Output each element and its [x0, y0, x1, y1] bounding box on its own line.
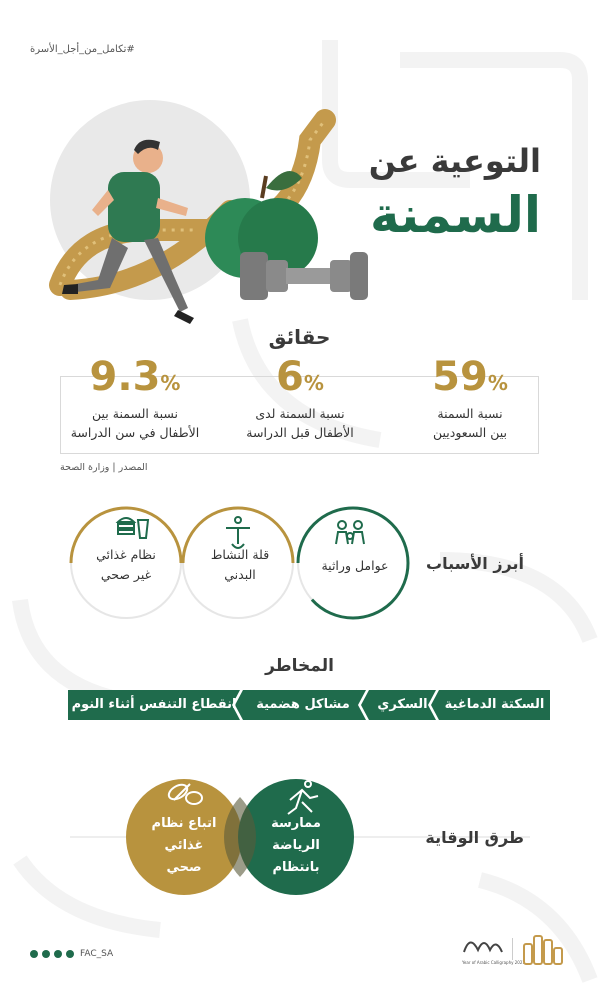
cause-label-line1: نظام غذائي [96, 547, 156, 562]
fact-percent: % [487, 371, 508, 395]
prevention-label-line: ممارسة [271, 816, 321, 831]
prevention-label-line: صحي [166, 860, 202, 875]
fact-desc-line1: نسبة السمنة [437, 406, 503, 421]
fact-percent: % [160, 371, 181, 395]
instagram-icon[interactable] [42, 950, 50, 958]
cause-label [310, 556, 400, 576]
fact-item [225, 352, 375, 442]
family-council-logo [522, 930, 566, 966]
fact-desc-line2: بين السعوديين [433, 425, 507, 440]
causes-heading: أبرز الأسباب [426, 554, 524, 573]
fact-number: 59 [432, 354, 488, 400]
page-title-line2: السمنة [369, 186, 541, 244]
prevention-label [256, 813, 336, 879]
fact-number: 6 [276, 354, 304, 400]
risk-label: انقطاع التنفس أثناء النوم [71, 697, 237, 712]
prevention-label-line: الرياضة [272, 838, 320, 853]
risk-label: السكتة الدماغية [444, 697, 545, 712]
cause-label-line1: قلة النشاط [210, 547, 270, 562]
fact-percent: % [303, 371, 324, 395]
cause-label-line2: البدني [224, 567, 256, 582]
risk-label: مشاكل هضمية [256, 697, 350, 712]
source-note: المصدر | وزارة الصحة [60, 462, 148, 473]
twitter-icon[interactable] [30, 950, 38, 958]
calligraphy-year-caption: Year of Arabic Calligraphy 2021 [462, 960, 525, 965]
prevention-label [144, 813, 224, 879]
hero-illustration [40, 80, 370, 330]
cause-label-line2: غير صحي [100, 567, 152, 582]
fact-desc-line2: الأطفال في سن الدراسة [70, 425, 200, 440]
social-handle[interactable]: FAC_SA [80, 949, 114, 959]
prevention-label-line: غذائي [164, 838, 204, 853]
cause-label [195, 545, 285, 585]
fact-desc-line1: نسبة السمنة لدى [255, 406, 345, 421]
fact-desc-line1: نسبة السمنة بين [92, 406, 178, 421]
hashtag: #تكامل_من_أجل_الأسرة [30, 44, 135, 55]
logo-divider [512, 938, 513, 960]
facebook-icon[interactable] [54, 950, 62, 958]
fact-desc-line2: الأطفال قبل الدراسة [246, 425, 354, 440]
prevention-heading: طرق الوقاية [425, 828, 524, 847]
cause-label-line1: عوامل وراثية [321, 558, 389, 573]
prevention-label-line: اتباع نظام [151, 816, 217, 831]
page-title-line1: التوعية عن [368, 142, 541, 180]
facts-heading: حقائق [268, 325, 331, 349]
fact-number: 9.3 [89, 354, 161, 400]
prevention-label-line: بانتظام [272, 860, 320, 875]
risks-heading: المخاطر [265, 656, 334, 676]
youtube-icon[interactable] [66, 950, 74, 958]
risk-label: السكري [377, 697, 428, 712]
calligraphy-year-logo [460, 930, 505, 960]
cause-label [81, 545, 171, 585]
fact-item [395, 352, 545, 442]
fact-item [60, 352, 210, 442]
